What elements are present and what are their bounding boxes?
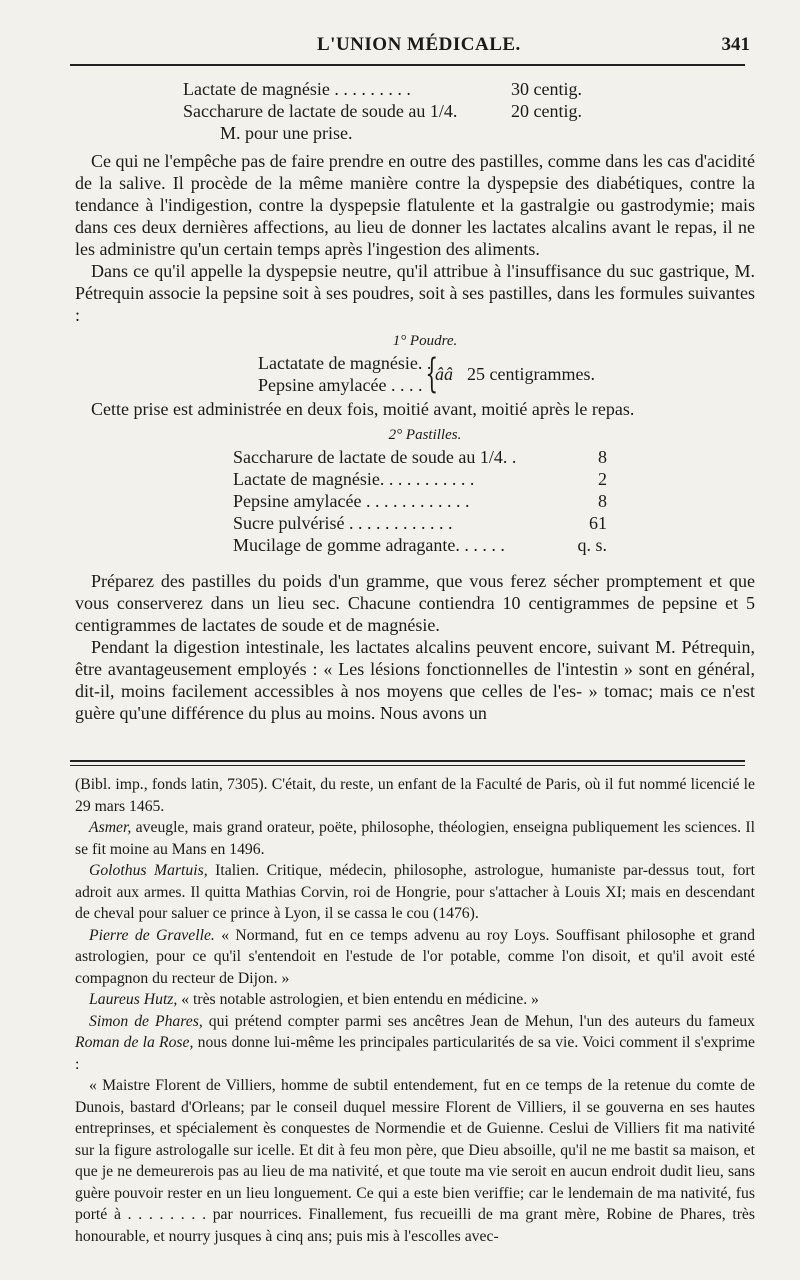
poudre-formula (75, 352, 755, 396)
pastilles-ingredient: Saccharure de lactate de soude au 1/4. . (233, 447, 517, 467)
journal-title: L'UNION MÉDICALE. (317, 34, 521, 55)
formula-dose: 30 centig. (511, 79, 582, 99)
pastilles-ingredient: Sucre pulvérisé . . . . . . . . . . . . (233, 513, 453, 533)
pastilles-row (75, 534, 755, 556)
pastilles-row (75, 446, 755, 468)
pastilles-value: 8 (598, 491, 607, 511)
pastilles-row (75, 490, 755, 512)
note-text: aveugle, mais grand orateur, poëte, philosophe, théologien, enseigna publiquement les sciences. Il se fit moine au Mans en 1496. (75, 819, 755, 858)
poudre-heading: 1° Poudre. (392, 333, 458, 349)
footnotes (75, 774, 755, 1247)
poudre-aa: ââ (435, 364, 453, 384)
formula-dose: 20 centig. (511, 101, 582, 121)
paragraph: Préparez des pastilles du poids d'un gramme, que vous ferez sécher promptement et que vous conserverez dans un lieu sec. Chacune contiendra 10 centigrammes de pepsine et 5 centigrammes de lactates de soude et de magnésie. (75, 571, 755, 635)
paragraph: Ce qui ne l'empêche pas de faire prendre en outre des pastilles, comme dans les cas d'acidité de la salive. Il procède de la même manière contre la dyspepsie des diabétiques, contre la tendance à l'indigestion, contre la dyspepsie flatulente et la gastralgie ou gastrodymie; mais dans ces deux dernières affections, au lieu de donner les lactates alcalins avant le repas, il ne les administre qu'un certain temps après l'ingestion des aliments. (75, 151, 755, 259)
pastilles-ingredient: Pepsine amylacée . . . . . . . . . . . . (233, 491, 470, 511)
note-quote: « Maistre Florent de Villiers, homme de subtil entendement, fut en ce temps de la retenue du comte de Dunois, bastard d'Orleans; par le conseil duquel messire Florent de Villiers, il se gouverna en ses hautes entreprinses, et spécialement ès conquestes de Normendie et de Guienne. Ceslui de Villiers fit ma nativité sur la figure astrologalle sur icelle. Et dit à feu mon père, que Dieu absoille, qu'il ne me bastit sa maison, et que je ne demeurerois pas au lieu de ma nativité, et que toute ma vie seroit en aucun endroit dudit lieu, sans guère pouvoir rester en un lieu longuement. Ce qui a este bien veriffie; car le lendemain de ma nativité, fus porté à . . . . . . . . par nourrices. Finallement, fus recueilli de ma grant mère, Robine de Phares, très honourable, et nourry jusques à cinq ans; puis mis à l'escolles avec- (75, 1077, 755, 1245)
poudre-ingredient: Lactatate de magnésie. . (258, 353, 432, 373)
note-paragraph (75, 860, 755, 925)
note-person: Golothus Martuis, (89, 862, 208, 879)
formula-line (75, 100, 755, 122)
paragraph: Cette prise est administrée en deux fois, moitié avant, moitié après le repas. (91, 399, 635, 419)
note-text: qui prétend compter parmi ses ancêtres Jean de Mehun, l'un des auteurs du fameux (202, 1012, 755, 1030)
paragraph: Pendant la digestion intestinale, les lactates alcalins peuvent encore, suivant M. Pétrequin, être avantageusement employés : « Les lésions fonctionnelles de l'intestin » sont en général, dit-il, moins facilement accessibles à nos moyens que celles de l'es- » tomac; mais ce n'est guère qu'une différence du plus au moins. Nous avons un (75, 637, 755, 723)
running-header (75, 32, 750, 58)
pastilles-row (75, 468, 755, 490)
pastilles-value: 2 (598, 469, 607, 489)
note-person: Asmer, (89, 819, 132, 836)
pastilles-row (75, 512, 755, 534)
formula-ingredient: Saccharure de lactate de soude au 1/4. (183, 101, 458, 121)
note-person: Pierre de Gravelle. (89, 926, 215, 944)
formula-note-line (75, 122, 755, 144)
pastilles-value: q. s. (577, 535, 607, 555)
note-text: nous donne lui-même les principales particularités de sa vie. Voici comment il s'exprime : (75, 1034, 756, 1073)
note-text: Italien. Critique, médecin, philosophe, astrologue, humaniste par-dessus tout, fort adroit aux armes. Il quitta Mathias Corvin, roi de Hongrie, pour s'attacher à Louis XI; mais en descendant de cheval pour saluer ce prince à Lyon, il se cassa le cou (1476). (75, 862, 755, 922)
formula-line (75, 78, 755, 100)
formula-ingredient: Lactate de magnésie . . . . . . . . . (183, 79, 411, 99)
brace-symbol: { (425, 351, 439, 397)
note-text: « Normand, fut en ce temps advenu au roy Loys. Souffisant philosophe et grand astrologien, pour ce qu'il s'entendoit en l'estude de l'or potable, comme l'on disoit, et qu'il avoit esté compagnon du recteur de Dijon. » (75, 926, 755, 987)
pastilles-value: 61 (589, 513, 607, 533)
main-text (75, 78, 755, 724)
pastilles-value: 8 (598, 447, 607, 467)
poudre-ingredient: Pepsine amylacée . . . . (258, 375, 423, 395)
note-paragraph (75, 989, 755, 1011)
note-paragraph (75, 817, 755, 860)
note-paragraph: (Bibl. imp., fonds latin, 7305). C'était, du reste, un enfant de la Faculté de Paris, où il fut nommé licencié le 29 mars 1465. (75, 776, 755, 815)
page-number: 341 (721, 34, 750, 55)
pastilles-ingredient: Mucilage de gomme adragante. . . . . . (233, 535, 505, 555)
note-paragraph (75, 925, 755, 990)
footnote-rule-thin (70, 765, 745, 766)
formula-note: M. pour une prise. (220, 123, 353, 143)
footnote-rule (70, 760, 745, 762)
poudre-dose: 25 centigrammes. (467, 364, 595, 384)
note-book-title: Roman de la Rose, (75, 1034, 194, 1051)
pastilles-heading: 2° Pastilles. (388, 427, 462, 443)
paragraph: Dans ce qu'il appelle la dyspepsie neutre, qu'il attribue à l'insuffisance du suc gastrique, M. Pétrequin associe la pepsine soit à ses poudres, soit à ses pastilles, dans les formules suivantes : (75, 261, 755, 325)
note-person: Laureus Hutz, (89, 991, 178, 1008)
header-rule (70, 64, 745, 66)
note-text: « très notable astrologien, et bien entendu en médicine. » (177, 991, 539, 1008)
note-paragraph (75, 1011, 755, 1076)
pastilles-ingredient: Lactate de magnésie. . . . . . . . . . . (233, 469, 475, 489)
note-person: Simon de Phares, (89, 1012, 203, 1030)
